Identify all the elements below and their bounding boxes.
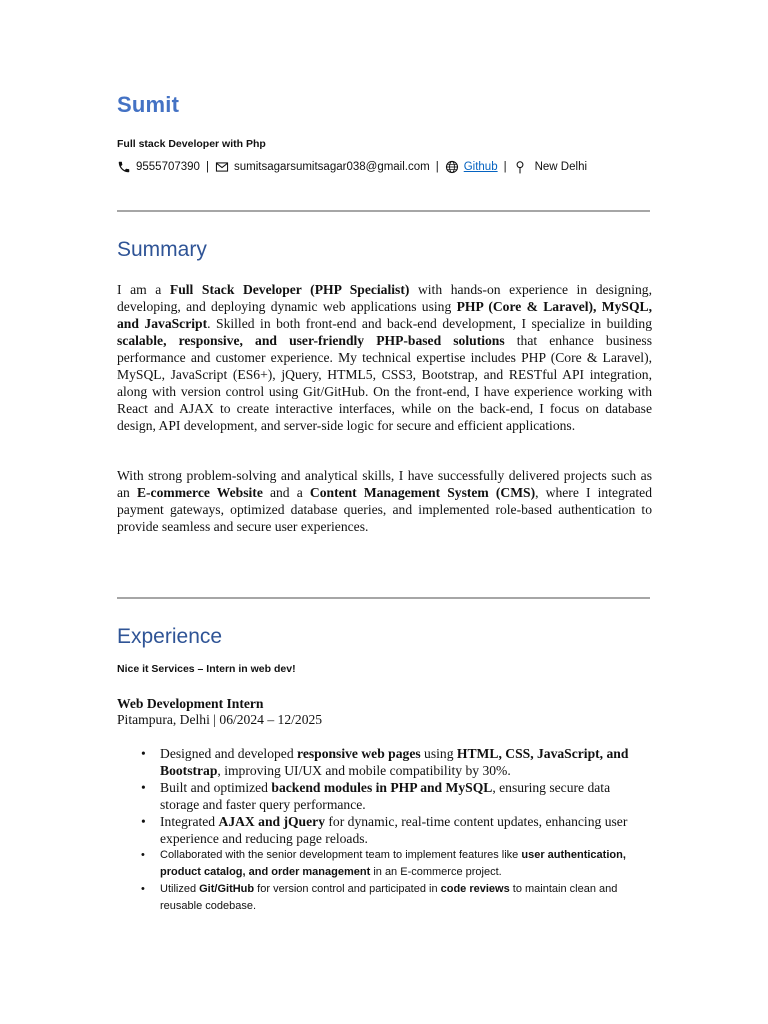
divider <box>117 210 650 212</box>
separator: | <box>205 161 209 173</box>
email-address: sumitsagarsumitsagar038@gmail.com <box>233 161 430 173</box>
summary-paragraph-1: I am a Full Stack Developer (PHP Specialist) with hands-on experience in designing, developing, and deploying dynamic web applications using PHP (Core & Laravel), MySQL, and JavaScript. Skilled in both front-end and back-end development, I specialize in building scalable, responsive, and user-friendly PHP-based solutions that enhance business performance and customer experience. My technical expertise includes PHP (Core & Laravel), MySQL, JavaScript (ES6+), jQuery, HTML5, CSS3, Bootstrap, and RESTful API integration, along with version control using Git/GitHub. On the front-end, I have experience working with React and AJAX to create interactive interfaces, while on the back-end, I focus on database design, API development, and server-side logic for secure and efficient applications. <box>117 282 652 433</box>
list-item: • Collaborated with the senior development team to implement features like user authentication, product catalog, and order management in an E-commerce project. <box>117 847 652 881</box>
list-item: • Designed and developed responsive web pages using HTML, CSS, JavaScript, and Bootstrap, improving UI/UX and mobile compatibility by 30%. <box>117 745 652 779</box>
email-icon <box>215 160 229 174</box>
summary-heading: Summary <box>117 238 207 261</box>
job-meta: Pitampura, Delhi | 06/2024 – 12/2025 <box>117 712 323 727</box>
job-role: Web Development Intern <box>117 696 264 711</box>
separator: | <box>435 161 439 173</box>
divider <box>117 597 650 599</box>
job-company: Nice it Services – Intern in web dev! <box>117 663 296 675</box>
list-item: • Built and optimized backend modules in PHP and MySQL, ensuring secure data storage and faster query performance. <box>117 779 652 813</box>
phone-icon <box>117 160 131 174</box>
location: New Delhi <box>534 161 588 173</box>
experience-heading: Experience <box>117 625 223 648</box>
phone-number: 9555707390 <box>136 161 200 173</box>
summary-paragraph-2: With strong problem-solving and analytical skills, I have successfully delivered projects such as an E-commerce Website and a Content Management System (CMS), where I integrated payment gateways, optimized database queries, and implemented role-based authentication to provide seamless and secure user experiences. <box>117 468 652 534</box>
separator: | <box>503 161 507 173</box>
globe-icon <box>445 160 459 174</box>
experience-bullets <box>117 745 652 915</box>
list-item: • Integrated AJAX and jQuery for dynamic, real-time content updates, enhancing user experience and reducing page reloads. <box>117 813 652 847</box>
github-link[interactable]: Github <box>463 161 498 173</box>
location-pin-icon <box>513 160 527 174</box>
contact-line <box>117 160 587 174</box>
candidate-tagline: Full stack Developer with Php <box>117 138 266 150</box>
candidate-name: Sumit <box>117 92 180 117</box>
list-item: • Utilized Git/GitHub for version control and participated in code reviews to maintain clean and reusable codebase. <box>117 881 652 915</box>
